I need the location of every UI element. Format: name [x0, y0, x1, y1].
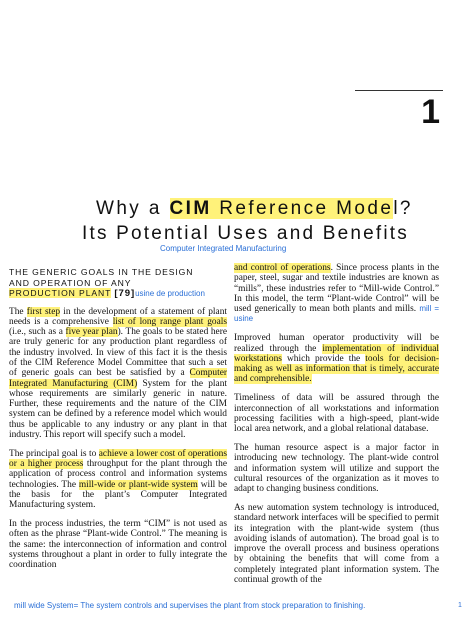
- page-number: 1: [458, 602, 462, 609]
- heading-reference: [79]: [114, 288, 136, 299]
- highlight-first-step: first step: [26, 306, 61, 317]
- section-heading: [9, 267, 227, 300]
- highlight-decision-tools: tools for decision-making as well as information that is timely, accurate and comprehensible.: [234, 353, 439, 385]
- left-paragraph-2: [9, 449, 227, 511]
- highlight-mill-wide: mill-wide or plant-wide system: [78, 479, 198, 490]
- chapter-title-line2: Its Potential Uses and Benefits: [82, 223, 409, 244]
- right-column: [234, 263, 439, 594]
- highlight-workstations: implementation of individual workstations: [234, 343, 439, 364]
- chapter-title-line1: [0, 197, 474, 221]
- text: in the development of a statement of plant needs is a comprehensive: [9, 306, 227, 327]
- right-paragraph-1: [234, 263, 439, 325]
- highlight-long-range-goals: list of long range plant goals: [112, 316, 227, 327]
- title-text-end: l?: [393, 198, 413, 219]
- right-paragraph-3: Timeliness of data will be assured through the interconnection of all workstations and information processing facilities with a high-speed, plant-wide local area network, and a global relational database.: [234, 393, 439, 435]
- title-text: Why a: [96, 198, 170, 219]
- heading-line2: AND OPERATION OF ANY: [9, 277, 132, 288]
- chapter-number: 1: [421, 93, 440, 131]
- heading-annotation: usine de production: [135, 289, 205, 298]
- text: The principal goal is to: [9, 448, 99, 459]
- right-paragraph-2: [234, 333, 439, 384]
- chapter-rule: [355, 90, 443, 91]
- text: (i.e., such as a: [9, 327, 66, 338]
- highlight-five-year-plan: five year plan: [65, 327, 118, 338]
- text: throughput for the plant through the application of process control and information systems technologies. The: [9, 459, 227, 490]
- right-paragraph-4: The human resource aspect is a major factor in introducing new technology. The plant-wide control and information system will utilize and support the cultural resources of the organization as it moves to adapt to changing business conditions.: [234, 442, 439, 495]
- text: Improved human operator productivity will be realized through the: [234, 333, 439, 354]
- mill-annotation: mill = usine: [234, 304, 440, 324]
- heading-highlight: PRODUCTION PLANT: [9, 288, 112, 298]
- text: The: [9, 306, 27, 317]
- heading-line3: [9, 288, 227, 300]
- title-highlight: Reference Mode: [211, 198, 394, 219]
- highlight-lower-cost: achieve a lower cost of operations or a higher process: [9, 448, 227, 470]
- right-paragraph-5: As new automation system technology is introduced, standard network interfaces will be specified to permit its integration with the plant-wide system (thus avoiding islands of automation). The broad goal is to improve the overall process and business operations by obtaining the benefits that will come from a completely integrated plant information system. The continual growth of the: [234, 502, 439, 586]
- text: System for the plant whose requirements are similarly generic in nature. Further, these requirements and the nature of the CIM system can be defined by a reference model which would thus be applicable to any industry or any plant in that industry. This report will specify such a model.: [9, 378, 227, 441]
- text: ). The goals to be stated here are truly generic for any production plant regardless of the industry involved. In view of this fact it is the thesis of the CIM Reference Model Committee that such a set of generic goals can best be satisfied by a: [9, 327, 227, 379]
- text: will be the basis for the plant’s Computer Integrated Manufacturing system.: [9, 479, 227, 511]
- highlight-cim: Computer Integrated Manufacturing (CIM): [9, 368, 227, 389]
- heading-line1: THE GENERIC GOALS IN THE DESIGN: [9, 267, 194, 277]
- left-paragraph-1: [9, 307, 227, 441]
- text: which provide the: [281, 353, 366, 364]
- text: . Since process plants in the paper, steel, sugar and textile industries are known as “mills”, these industries refer to “Mill-wide Control.” In this model, the term “Plant-wide Control” will be used generically to mean both plants and mills.: [234, 263, 439, 315]
- left-paragraph-3: In the process industries, the term “CIM” is not used as often as the phrase “Plant-wide Control.” The meaning is the same: the interconnection of information and control systems throughout a plant in order to fully integrate the coordination: [9, 519, 227, 571]
- left-column: [9, 263, 227, 579]
- title-annotation: Computer Integrated Manufacturing: [160, 244, 287, 253]
- title-cim-highlight: CIM: [169, 198, 212, 219]
- footer-annotation: mill wide System= The system controls and supervises the plant from stock preparation to finishing.: [14, 601, 366, 610]
- highlight-control-of-operations: and control of operations: [234, 263, 331, 273]
